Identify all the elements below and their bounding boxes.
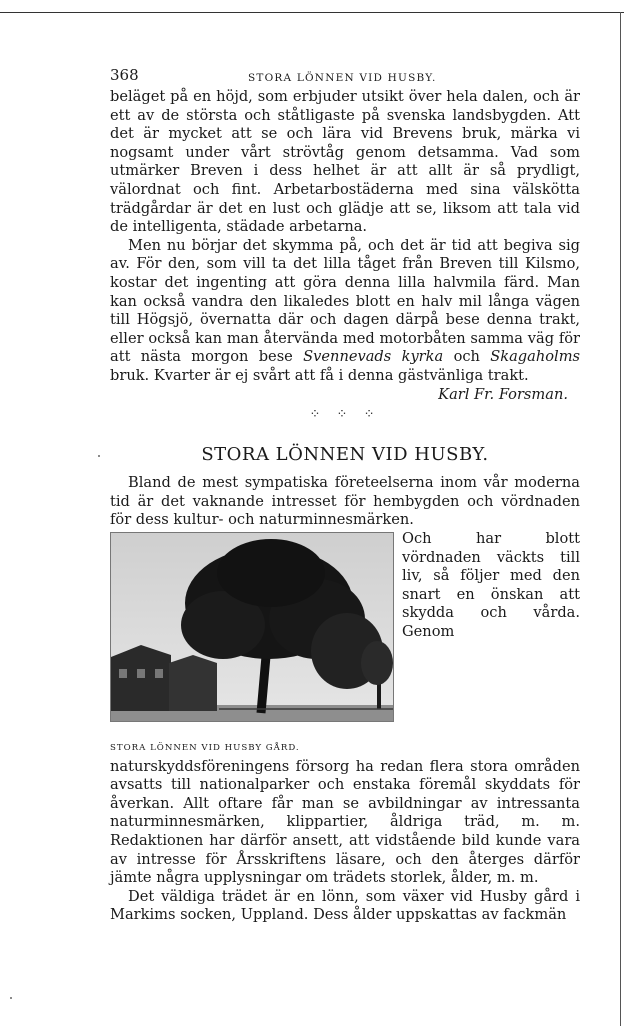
place-name-works: Skagaholms — [490, 348, 581, 366]
page-edge — [620, 12, 621, 1026]
section-ornament: ⁘ ⁘ ⁘ — [309, 407, 381, 423]
paragraph-2-end: bruk. Kvarter är ej svårt att få i denna gästvänliga trakt. — [110, 366, 529, 384]
article-paragraph-1-wrap: Och har blott vördnaden väckts till liv, så följer med den snart en önskan att skydda och vårda. Genom naturskyddsföreningens försorg ha redan flera stora områden avsatts till nationalparker och enstaka föremål skyddats för åverkan. Allt oftare får man se avbildningar av intressanta naturminnesmärken, klippartier, åldriga träd, m. m. Redaktionen har därför ansett, att vidstående bild kunde vara av intresse för Årsskriftens läsare, och den återges därför jämte några upplysningar om trädets storlek, ålder, m. m. — [110, 530, 580, 887]
maple-tree-photo — [110, 532, 394, 722]
figure-caption: STORA LÖNNEN VID HUSBY GÅRD. — [110, 743, 300, 754]
prev-article-paragraph-1: beläget på en höjd, som erbjuder utsikt över hela dalen, och är ett av de största och ståtligaste på svenska landsbygden. Att det är mycket att se och lära vid Brevens bruk, märka vi nogsamt under vårt strövtåg genom detsamma. Vad som utmärker Breven i dess helhet är att allt är så prydligt, välordnat och fint. Arbetarbostäderna med sina välskötta trädgårdar är det en lust och glädje att se, liksom att tala vid de intelligenta, städade arbetarna. — [110, 88, 580, 236]
page-number: 368 — [110, 66, 139, 84]
place-name-church: Svennevads kyrka — [303, 348, 444, 366]
article-title: STORA LÖNNEN VID HUSBY. — [201, 443, 489, 465]
author-signature: Karl Fr. Forsman. — [438, 385, 568, 403]
article-paragraph-1-lead: Bland de mest sympatiska företeelserna inom vår moderna tid är det vaknande intresset för hembygden och vördnaden för dess kultur- och naturminnesmärken. — [110, 474, 580, 529]
page-body — [110, 66, 580, 925]
conjunction: och — [453, 348, 480, 366]
figure — [110, 532, 394, 758]
paragraph-2-text: Men nu börjar det skymma på, och det är tid att begiva sig av. För den, som vill ta det lilla tåget från Breven till Kilsmo, kostar det ingenting att göra denna lilla halvmila färd. Man kan också vandra den likaledes blott en halv mil långa vägen till Högsjö, övernatta där och dagen därpå bese denna trakt, eller också kan man återvända med motorbåten samma väg för att nästa morgon bese — [110, 236, 580, 366]
top-rule — [0, 12, 624, 13]
print-speck — [98, 455, 100, 457]
running-head: STORA LÖNNEN VID HUSBY. — [248, 72, 437, 84]
prev-article-paragraph-2 — [110, 237, 580, 386]
article-paragraph-2: Det väldiga trädet är en lönn, som växer vid Husby gård i Markims socken, Uppland. Dess ålder uppskattas av fackmän — [110, 887, 580, 924]
page-header — [110, 66, 580, 88]
print-speck — [10, 997, 12, 999]
